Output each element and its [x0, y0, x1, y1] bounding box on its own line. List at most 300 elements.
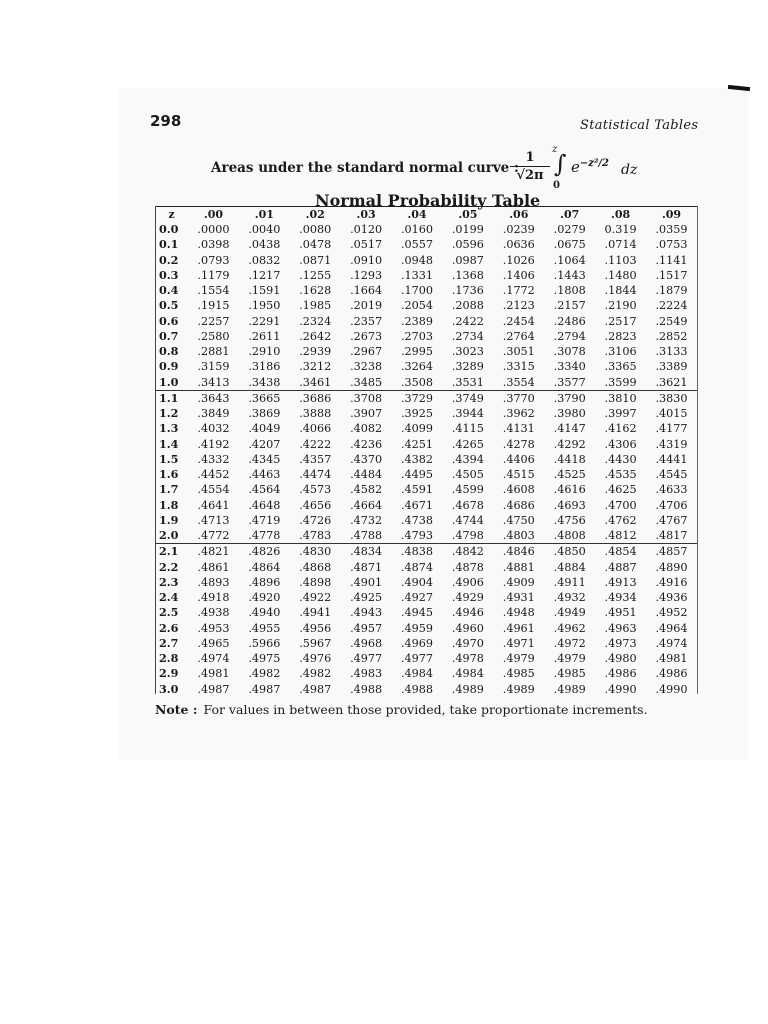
probability-cell: .4793 [392, 528, 443, 544]
table-row [155, 605, 697, 620]
integral-sign-icon: ∫ [554, 150, 567, 178]
probability-cell: .2019 [350, 299, 383, 313]
probability-cell: .3186 [248, 360, 281, 374]
probability-cell: .4599 [451, 483, 484, 497]
z-value-cell: 1.4 [159, 436, 179, 451]
probability-cell: .4633 [655, 483, 688, 497]
column-header: .09 [661, 207, 682, 221]
probability-cell: .4693 [553, 498, 586, 512]
z-value-cell: 2.6 [159, 620, 179, 635]
probability-cell: .4955 [248, 621, 281, 635]
probability-cell: .0478 [299, 238, 332, 252]
probability-cell: .4192 [197, 437, 230, 451]
probability-cell: .0753 [655, 238, 688, 252]
z-value-cell: 1.7 [159, 482, 179, 497]
probability-cell: .4987 [197, 682, 230, 696]
probability-cell: .2642 [299, 329, 332, 343]
probability-cell: .4591 [400, 483, 434, 497]
probability-cell: .0871 [299, 253, 332, 267]
probability-cell: .2995 [400, 345, 434, 359]
probability-cell: .2939 [299, 345, 332, 359]
probability-cell: .4909 [502, 575, 535, 589]
table-row [155, 498, 697, 513]
probability-cell: .4984 [400, 667, 434, 681]
integral-lower-limit: 0 [553, 180, 560, 191]
probability-cell: .1406 [502, 268, 535, 282]
probability-cell: .2157 [553, 299, 586, 313]
probability-cell: .0714 [604, 238, 637, 252]
probability-cell: .1772 [502, 284, 535, 298]
probability-cell: .3599 [595, 375, 646, 391]
probability-cell: .4772 [188, 528, 239, 544]
probability-cell: .4641 [197, 498, 230, 512]
probability-cell: .4452 [197, 468, 230, 482]
probability-cell: .4484 [350, 468, 383, 482]
z-value-cell: 1.3 [159, 421, 179, 436]
probability-cell: .4719 [248, 513, 281, 527]
table-header-row [155, 206, 697, 222]
probability-cell: .4979 [502, 652, 535, 666]
probability-cell: .4131 [502, 422, 535, 436]
probability-cell: .0359 [655, 223, 688, 237]
probability-cell: .3413 [188, 375, 239, 391]
probability-cell: .4573 [299, 483, 332, 497]
probability-cell: .4977 [400, 652, 434, 666]
probability-cell: .2422 [451, 314, 484, 328]
probability-cell: .1103 [604, 253, 637, 267]
z-value-cell: 2.0 [155, 528, 188, 544]
column-header: .07 [560, 207, 580, 221]
probability-cell: .3665 [248, 391, 281, 405]
probability-cell: .0120 [350, 223, 383, 237]
table-row [155, 666, 697, 681]
probability-cell: .4990 [655, 682, 688, 696]
column-header: .08 [611, 207, 631, 221]
table-row [155, 651, 697, 666]
probability-cell: .4901 [350, 575, 383, 589]
probability-cell: .0793 [197, 253, 230, 267]
probability-cell: .4857 [655, 545, 688, 559]
table-row [155, 437, 697, 452]
z-value-cell: 0.8 [159, 344, 179, 359]
probability-cell: .4960 [451, 621, 484, 635]
probability-cell: .0987 [451, 253, 484, 267]
probability-cell: .3830 [655, 391, 688, 405]
probability-cell: .4382 [400, 452, 434, 466]
probability-cell: .4990 [604, 682, 637, 696]
probability-cell: .4982 [248, 667, 281, 681]
probability-cell: .3238 [350, 360, 383, 374]
footnote [155, 702, 648, 717]
probability-cell: .4656 [299, 498, 332, 512]
probability-cell: .4406 [502, 452, 535, 466]
probability-cell: .1736 [451, 284, 484, 298]
probability-cell: .4545 [655, 468, 688, 482]
probability-cell: .4962 [553, 621, 586, 635]
probability-cell: .4979 [553, 652, 586, 666]
probability-cell: .4874 [400, 560, 434, 574]
table-row [155, 682, 697, 697]
probability-cell: .4987 [299, 682, 332, 696]
probability-cell: .4974 [197, 652, 230, 666]
integrand-exponent: −z²/2 [579, 158, 609, 169]
probability-cell: .1141 [655, 253, 688, 267]
table-row [155, 482, 697, 497]
table-row [155, 467, 697, 482]
probability-cell: .4975 [248, 652, 281, 666]
probability-cell: .4808 [544, 528, 595, 544]
probability-cell: .1293 [350, 268, 383, 282]
table-row [155, 344, 697, 359]
probability-cell: .1915 [197, 299, 230, 313]
table-row [155, 575, 697, 590]
probability-cell: .4049 [248, 422, 281, 436]
probability-cell: .2054 [400, 299, 434, 313]
probability-cell: .0438 [248, 238, 281, 252]
probability-cell: .3340 [553, 360, 586, 374]
probability-cell: .4906 [451, 575, 484, 589]
probability-cell: .4913 [604, 575, 637, 589]
probability-cell: .2967 [350, 345, 383, 359]
probability-cell: .4357 [299, 452, 332, 466]
integral-upper-limit: z [552, 144, 558, 155]
probability-cell: .4430 [604, 452, 637, 466]
probability-cell: .0636 [502, 238, 535, 252]
probability-cell: .4952 [655, 606, 688, 620]
probability-cell: .0596 [451, 238, 484, 252]
table-right-border [697, 206, 698, 694]
probability-cell: .4345 [248, 452, 281, 466]
probability-cell: .3770 [502, 391, 535, 405]
probability-cell: .4744 [451, 513, 484, 527]
z-value-cell: 1.6 [159, 467, 179, 482]
probability-cell: .2910 [248, 345, 281, 359]
normalizing-fraction [510, 150, 550, 183]
z-value-cell: 1.2 [159, 406, 179, 421]
z-value-cell: 2.7 [159, 635, 179, 650]
probability-cell: .3531 [442, 375, 493, 391]
probability-cell: .4812 [595, 528, 646, 544]
table-row [155, 421, 697, 436]
probability-cell: .4788 [341, 528, 392, 544]
probability-cell: .0000 [197, 223, 230, 237]
probability-cell: .0160 [400, 223, 434, 237]
probability-cell: .4177 [655, 422, 688, 436]
probability-cell: .4983 [350, 667, 383, 681]
probability-cell: .4943 [350, 606, 383, 620]
probability-cell: .4726 [299, 513, 332, 527]
probability-cell: .3554 [493, 375, 544, 391]
z-value-cell: 2.9 [159, 666, 179, 681]
probability-cell: .3621 [646, 375, 697, 391]
probability-cell: .4738 [400, 513, 434, 527]
probability-cell: .4946 [451, 606, 484, 620]
probability-cell: .2357 [350, 314, 383, 328]
table-row [155, 298, 697, 313]
probability-cell: .4564 [248, 483, 281, 497]
probability-cell: .4608 [502, 483, 535, 497]
probability-cell: .3078 [553, 345, 586, 359]
probability-cell: .0080 [299, 223, 332, 237]
probability-cell: .2257 [197, 314, 230, 328]
probability-cell: .4980 [604, 652, 637, 666]
probability-cell: .4931 [502, 591, 535, 605]
probability-cell: .4821 [197, 545, 230, 559]
probability-cell: .2486 [553, 314, 586, 328]
table-row [155, 375, 697, 391]
probability-cell: .4554 [197, 483, 230, 497]
probability-cell: .3023 [451, 345, 484, 359]
probability-cell: .4846 [502, 545, 535, 559]
probability-cell: .1664 [350, 284, 383, 298]
probability-cell: .2703 [400, 329, 434, 343]
probability-cell: .3577 [544, 375, 595, 391]
formula-caption: Areas under the standard normal curve : [211, 160, 519, 176]
z-value-cell: 2.1 [159, 544, 179, 559]
table-left-border [155, 206, 156, 694]
probability-cell: .4648 [248, 498, 281, 512]
probability-cell: .4973 [604, 636, 637, 650]
z-value-cell: 1.0 [155, 375, 188, 391]
probability-cell: .4965 [197, 636, 230, 650]
probability-cell: .4985 [502, 667, 535, 681]
probability-cell: .4896 [248, 575, 281, 589]
probability-cell: .4918 [197, 591, 230, 605]
probability-cell: .0398 [197, 238, 230, 252]
column-header: .06 [509, 207, 529, 221]
probability-cell: .4441 [655, 452, 688, 466]
probability-cell: .4474 [299, 468, 332, 482]
probability-cell: .3686 [299, 391, 332, 405]
probability-cell: .4984 [451, 667, 484, 681]
probability-cell: .4515 [502, 468, 535, 482]
z-value-cell: 0.9 [159, 359, 179, 374]
probability-cell: .4767 [655, 513, 688, 527]
probability-cell: .3869 [248, 407, 281, 421]
z-value-cell: 2.4 [159, 590, 179, 605]
probability-cell: .2794 [553, 329, 586, 343]
table-row [155, 636, 697, 651]
probability-cell: .3051 [502, 345, 535, 359]
probability-cell: .4920 [248, 591, 281, 605]
probability-cell: .4394 [451, 452, 484, 466]
probability-cell: .4207 [248, 437, 281, 451]
probability-cell: .1255 [299, 268, 332, 282]
probability-cell: .4985 [553, 667, 586, 681]
probability-cell: .1480 [604, 268, 637, 282]
probability-cell: .3997 [604, 407, 637, 421]
probability-cell: .2291 [248, 314, 281, 328]
probability-cell: .4778 [239, 528, 290, 544]
probability-cell: .4925 [350, 591, 383, 605]
table-row [155, 621, 697, 636]
fraction-bar [510, 166, 550, 167]
probability-cell: .4887 [604, 560, 637, 574]
probability-cell: .4977 [350, 652, 383, 666]
probability-cell: .2673 [350, 329, 383, 343]
z-value-cell: 0.7 [159, 328, 179, 343]
probability-cell: .4951 [604, 606, 637, 620]
probability-cell: .4868 [299, 560, 332, 574]
probability-cell: .2517 [604, 314, 637, 328]
z-value-cell: 2.2 [159, 559, 179, 574]
probability-cell: .2734 [451, 329, 484, 343]
probability-cell: .4945 [400, 606, 434, 620]
probability-cell: .4582 [350, 483, 383, 497]
table-row [155, 590, 697, 605]
probability-cell: .4940 [248, 606, 281, 620]
table-row [155, 283, 697, 298]
probability-cell: .4927 [400, 591, 434, 605]
probability-cell: .4783 [290, 528, 341, 544]
z-value-cell: 2.8 [159, 651, 179, 666]
table-row [155, 329, 697, 344]
probability-cell: .3289 [451, 360, 484, 374]
probability-cell: .3849 [197, 407, 230, 421]
probability-cell: .4817 [646, 528, 697, 544]
probability-cell: .4664 [350, 498, 383, 512]
probability-cell: .2881 [197, 345, 230, 359]
probability-cell: .4082 [350, 422, 383, 436]
probability-cell: .4292 [553, 437, 586, 451]
probability-cell: .4251 [400, 437, 434, 451]
probability-cell: .4949 [553, 606, 586, 620]
probability-cell: .4678 [451, 498, 484, 512]
probability-cell: .4948 [502, 606, 535, 620]
probability-cell: .4890 [655, 560, 688, 574]
probability-cell: .4904 [400, 575, 434, 589]
probability-cell: .5966 [248, 636, 281, 650]
z-value-cell: 1.5 [159, 451, 179, 466]
probability-cell: .2823 [604, 329, 637, 343]
probability-cell: .4972 [553, 636, 586, 650]
probability-cell: .4916 [655, 575, 688, 589]
table-row [155, 359, 697, 374]
table-row [155, 528, 697, 544]
probability-cell: .4236 [350, 437, 383, 451]
probability-cell: .1517 [655, 268, 688, 282]
probability-cell: .4015 [655, 407, 688, 421]
probability-cell: .0675 [553, 238, 586, 252]
probability-cell: .4830 [299, 545, 332, 559]
probability-cell: .4319 [655, 437, 688, 451]
probability-cell: .0199 [451, 223, 484, 237]
differential: dz [621, 162, 638, 178]
probability-cell: .4981 [197, 667, 230, 681]
probability-cell: .4332 [197, 452, 230, 466]
z-value-cell: 2.3 [159, 574, 179, 589]
probability-cell: .3365 [604, 360, 637, 374]
probability-cell: .4959 [400, 621, 434, 635]
probability-cell: .2764 [502, 329, 535, 343]
probability-cell: .4265 [451, 437, 484, 451]
probability-cell: .4826 [248, 545, 281, 559]
probability-cell: .3962 [502, 407, 535, 421]
probability-cell: .4893 [197, 575, 230, 589]
probability-cell: .4898 [299, 575, 332, 589]
probability-cell: .0279 [553, 223, 586, 237]
probability-cell: .4686 [502, 498, 535, 512]
probability-cell: .3264 [400, 360, 434, 374]
probability-cell: .4986 [604, 667, 637, 681]
table-row [155, 314, 697, 329]
table-row [155, 222, 697, 237]
probability-cell: .2580 [197, 329, 230, 343]
probability-cell: .1368 [451, 268, 484, 282]
probability-cell: .4854 [604, 545, 637, 559]
probability-cell: .4535 [604, 468, 637, 482]
z-value-cell: 0.2 [159, 252, 179, 267]
probability-cell: .4713 [197, 513, 230, 527]
probability-cell: .4986 [655, 667, 688, 681]
z-value-cell: 0.4 [159, 283, 179, 298]
probability-cell: .2454 [502, 314, 535, 328]
z-value-cell: 1.9 [159, 512, 179, 527]
probability-cell: .4963 [604, 621, 637, 635]
probability-cell: .4968 [350, 636, 383, 650]
probability-cell: .3790 [553, 391, 586, 405]
probability-cell: .3925 [400, 407, 434, 421]
probability-cell: .4956 [299, 621, 332, 635]
z-value-cell: 1.8 [159, 497, 179, 512]
probability-cell: .4838 [400, 545, 434, 559]
probability-cell: .4961 [502, 621, 535, 635]
table-row [155, 237, 697, 252]
probability-cell: .4671 [400, 498, 434, 512]
probability-cell: .4495 [400, 468, 434, 482]
probability-cell: .4989 [451, 682, 484, 696]
probability-cell: .4834 [350, 545, 383, 559]
column-header: .04 [407, 207, 427, 221]
probability-cell: .4278 [502, 437, 535, 451]
probability-cell: .4418 [553, 452, 586, 466]
probability-cell: .4750 [502, 513, 535, 527]
probability-cell: .3508 [392, 375, 443, 391]
probability-cell: .0517 [350, 238, 383, 252]
probability-cell: .4932 [553, 591, 586, 605]
probability-cell: .3212 [299, 360, 332, 374]
probability-cell: .2123 [502, 299, 535, 313]
table-row [155, 253, 697, 268]
probability-cell: .5967 [299, 636, 332, 650]
probability-cell: .4525 [553, 468, 586, 482]
z-value-cell: 2.5 [159, 605, 179, 620]
table-row [155, 560, 697, 575]
probability-cell: .4616 [553, 483, 586, 497]
z-value-cell: 0.6 [159, 313, 179, 328]
probability-cell: .2549 [655, 314, 688, 328]
probability-cell: .0832 [248, 253, 281, 267]
probability-cell: .4700 [604, 498, 637, 512]
normal-probability-table-container [155, 206, 697, 697]
probability-cell: .4115 [451, 422, 484, 436]
probability-cell: .2190 [604, 299, 637, 313]
table-row [155, 544, 697, 560]
probability-cell: .3708 [350, 391, 383, 405]
probability-cell: .4971 [502, 636, 535, 650]
probability-cell: .3749 [451, 391, 484, 405]
probability-cell: .4099 [400, 422, 434, 436]
column-header: .01 [254, 207, 274, 221]
integrand-base: e [571, 158, 580, 176]
table-row [155, 513, 697, 528]
probability-cell: .0239 [502, 223, 535, 237]
probability-cell: .4922 [299, 591, 332, 605]
z-value-cell: 0.3 [159, 267, 179, 282]
probability-cell: .4989 [502, 682, 535, 696]
probability-cell: .3485 [341, 375, 392, 391]
probability-cell: .4976 [299, 652, 332, 666]
